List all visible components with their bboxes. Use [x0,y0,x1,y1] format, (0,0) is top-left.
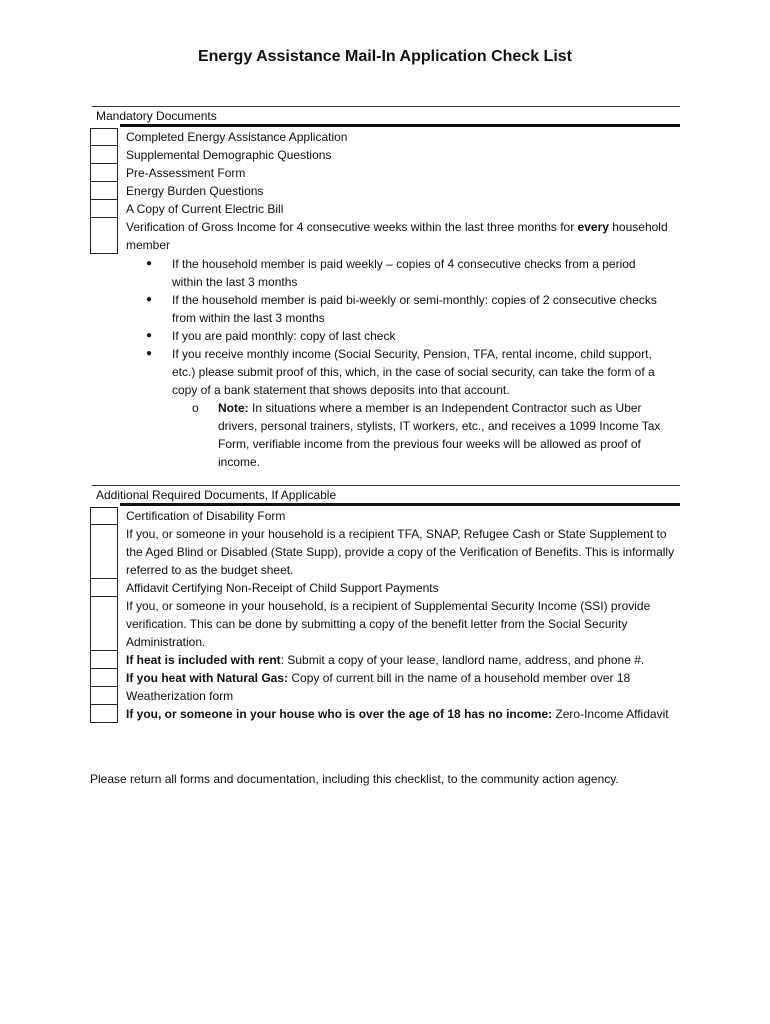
income-text: Verification of Gross Income for 4 consecutive weeks within the last three months for [126,220,578,234]
checklist-row [90,128,680,146]
item-text: Copy of current bill in the name of a household member over 18 [288,671,631,685]
checklist-row [90,182,680,200]
item-text: Weatherization form [126,689,234,703]
item-label [118,687,680,705]
checkbox[interactable] [90,218,118,254]
checklist-row [90,705,680,723]
checkbox[interactable] [90,507,118,525]
mandatory-heading-label: Mandatory Documents [96,109,217,123]
note-text [218,399,666,471]
item-emphasis: If you, or someone in your house who is over the age of 18 has no income: [126,707,553,721]
checkbox[interactable] [90,146,118,164]
sub-bullet-icon: o [192,401,199,415]
item-label: Energy Burden Questions [126,184,264,198]
note-item [192,399,666,471]
additional-heading-label: Additional Required Documents, If Applicable [96,488,337,502]
checklist-row [90,687,680,705]
income-bullets [146,255,666,471]
income-text-end: household member [126,220,668,252]
item-text: Certification of Disability Form [126,509,286,523]
additional-list [90,507,680,723]
checklist-row [90,579,680,597]
bullet-item [146,291,666,327]
bullet-text: If the household member is paid bi-weekly or semi-monthly: copies of 2 consecutive checks from within the last 3 months [172,293,657,325]
item-emphasis: If you heat with Natural Gas: [126,671,289,685]
item-label [118,525,680,579]
item-label [118,597,680,651]
checklist-row [90,507,680,525]
income-emphasis: every [577,220,609,234]
item-text: If you, or someone in your household, is a recipient of Supplemental Security Income (SSI) provide verification. This can be done by submitting a copy of the benefit letter from the Social Security Administration. [126,599,651,649]
checkbox[interactable] [90,200,118,218]
item-label: A Copy of Current Electric Bill [126,202,284,216]
checkbox[interactable] [90,128,118,146]
checkbox[interactable] [90,651,118,669]
checklist-row [90,218,680,254]
additional-heading [92,485,680,502]
item-label: Pre-Assessment Form [126,166,246,180]
bullet-text: If you receive monthly income (Social Security, Pension, TFA, rental income, child support, etc.) please submit proof of this, which, in the case of social security, can take the form of a copy of a bank statement that shows deposits into that account. [172,347,655,397]
bullet-text: If the household member is paid weekly – copies of 4 consecutive checks from a period within the last 3 months [172,257,636,289]
item-label [118,651,680,669]
bullet-icon: ● [146,348,153,359]
checklist-row [90,146,680,164]
bullet-icon: ● [146,330,153,341]
note-label: Note: [218,401,249,415]
checkbox[interactable] [90,182,118,200]
bullet-item [146,327,666,345]
item-text: If you, or someone in your household is a recipient TFA, SNAP, Refugee Cash or State Supplement to the Aged Blind or Disabled (State Supp), provide a copy of the Verification of Benefits. This is informally referred to as the budget sheet. [126,527,675,577]
checklist-row [90,525,680,579]
mandatory-heading [92,106,680,123]
checklist-row [90,164,680,182]
checklist-row [90,669,680,687]
footer-note: Please return all forms and documentation, including this checklist, to the community action agency. [90,772,619,786]
item-label [118,507,680,525]
item-label: Completed Energy Assistance Application [126,130,348,144]
checkbox[interactable] [90,705,118,723]
checkbox[interactable] [90,525,118,579]
page-title: Energy Assistance Mail-In Application Check List [197,48,572,65]
note-body: In situations where a member is an Independent Contractor such as Uber drivers, personal trainers, stylists, IT workers, etc., and receives a 1099 Income Tax Form, verifiable income from the previous four weeks will be allowed as proof of income. [218,401,661,469]
bullet-item [146,345,666,399]
item-text: Affidavit Certifying Non-Receipt of Child Support Payments [126,581,439,595]
bullet-icon: ● [146,294,153,305]
checkbox[interactable] [90,669,118,687]
bullet-text: If you are paid monthly: copy of last check [172,329,396,343]
item-label [118,705,680,723]
item-label [118,579,680,597]
checkbox[interactable] [90,687,118,705]
mandatory-divider [120,124,680,127]
checkbox[interactable] [90,597,118,651]
item-label [118,218,680,254]
checkbox[interactable] [90,579,118,597]
item-label: Supplemental Demographic Questions [126,148,332,162]
bullet-item [146,255,666,291]
item-label [118,669,680,687]
checklist-row [90,200,680,218]
checklist-row [90,651,680,669]
checkbox[interactable] [90,164,118,182]
item-text: Zero-Income Affidavit [552,707,669,721]
item-text: : Submit a copy of your lease, landlord name, address, and phone #. [280,653,645,667]
item-emphasis: If heat is included with rent [126,653,281,667]
checklist-row [90,597,680,651]
mandatory-list [90,128,680,254]
additional-divider [120,503,680,506]
bullet-icon: ● [146,258,153,269]
